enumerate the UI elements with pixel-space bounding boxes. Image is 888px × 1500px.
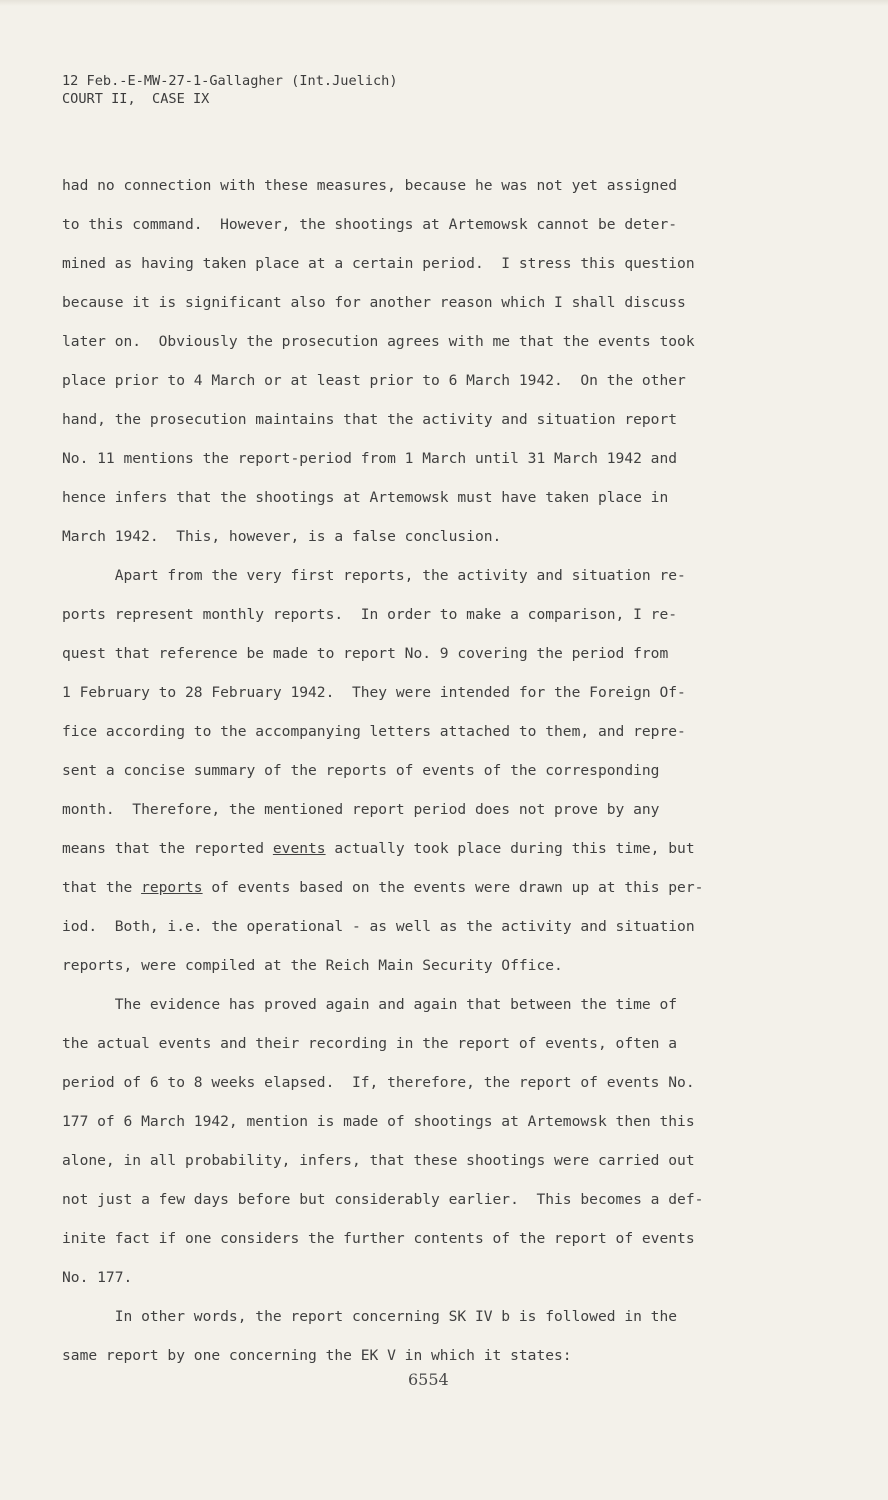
text-line: alone, in all probability, infers, that these shootings were carried out bbox=[62, 1152, 695, 1169]
text-line: 177 of 6 March 1942, mention is made of shootings at Artemowsk then this bbox=[62, 1113, 695, 1130]
page-number: 6554 bbox=[408, 1370, 449, 1389]
text-line: quest that reference be made to report No. 9 covering the period from bbox=[62, 645, 669, 662]
text-line: hand, the prosecution maintains that the activity and situation report bbox=[62, 411, 678, 428]
text-line-with-underline bbox=[62, 868, 772, 907]
text-line: mined as having taken place at a certain period. I stress this question bbox=[62, 255, 695, 272]
text-line: No. 11 mentions the report-period from 1 March until 31 March 1942 and bbox=[62, 450, 678, 467]
text-line: had no connection with these measures, because he was not yet assigned bbox=[62, 177, 678, 194]
underlined-word: reports bbox=[141, 879, 203, 896]
text-line: The evidence has proved again and again that between the time of bbox=[62, 996, 678, 1013]
text-line: period of 6 to 8 weeks elapsed. If, therefore, the report of events No. bbox=[62, 1074, 695, 1091]
text-line: the actual events and their recording in the report of events, often a bbox=[62, 1035, 678, 1052]
text-segment: that the bbox=[62, 879, 142, 896]
text-segment: actually took place during this time, but bbox=[325, 840, 695, 857]
text-line: Apart from the very first reports, the activity and situation re- bbox=[62, 567, 686, 584]
text-line: hence infers that the shootings at Artemowsk must have taken place in bbox=[62, 489, 669, 506]
document-header bbox=[62, 72, 398, 108]
text-line: sent a concise summary of the reports of events of the corresponding bbox=[62, 762, 660, 779]
body-text bbox=[62, 166, 772, 1375]
text-line: not just a few days before but considerably earlier. This becomes a def- bbox=[62, 1191, 704, 1208]
text-line: month. Therefore, the mentioned report period does not prove by any bbox=[62, 801, 660, 818]
header-line-1: 12 Feb.-E-MW-27-1-Gallagher (Int.Juelich) bbox=[62, 73, 398, 89]
text-line: 1 February to 28 February 1942. They were intended for the Foreign Of- bbox=[62, 684, 686, 701]
header-line-2: COURT II, CASE IX bbox=[62, 91, 210, 107]
text-line: No. 177. bbox=[62, 1269, 133, 1286]
text-line: fice according to the accompanying letters attached to them, and repre- bbox=[62, 723, 686, 740]
text-line: place prior to 4 March or at least prior to 6 March 1942. On the other bbox=[62, 372, 686, 389]
text-line: because it is significant also for another reason which I shall discuss bbox=[62, 294, 686, 311]
text-line: iod. Both, i.e. the operational - as well as the activity and situation bbox=[62, 918, 695, 935]
text-line: In other words, the report concerning SK IV b is followed in the bbox=[62, 1308, 678, 1325]
text-line: ports represent monthly reports. In order to make a comparison, I re- bbox=[62, 606, 678, 623]
text-line: same report by one concerning the EK V in which it states: bbox=[62, 1347, 572, 1364]
text-line: later on. Obviously the prosecution agrees with me that the events took bbox=[62, 333, 695, 350]
text-line: March 1942. This, however, is a false conclusion. bbox=[62, 528, 502, 545]
text-segment: means that the reported bbox=[62, 840, 273, 857]
text-line-with-underline bbox=[62, 829, 772, 868]
text-line: inite fact if one considers the further contents of the report of events bbox=[62, 1230, 695, 1247]
text-segment: of events based on the events were drawn up at this per- bbox=[202, 879, 704, 896]
text-line: to this command. However, the shootings at Artemowsk cannot be deter- bbox=[62, 216, 678, 233]
text-line: reports, were compiled at the Reich Main Security Office. bbox=[62, 957, 563, 974]
page-top-edge bbox=[0, 0, 888, 6]
underlined-word: events bbox=[272, 840, 326, 857]
